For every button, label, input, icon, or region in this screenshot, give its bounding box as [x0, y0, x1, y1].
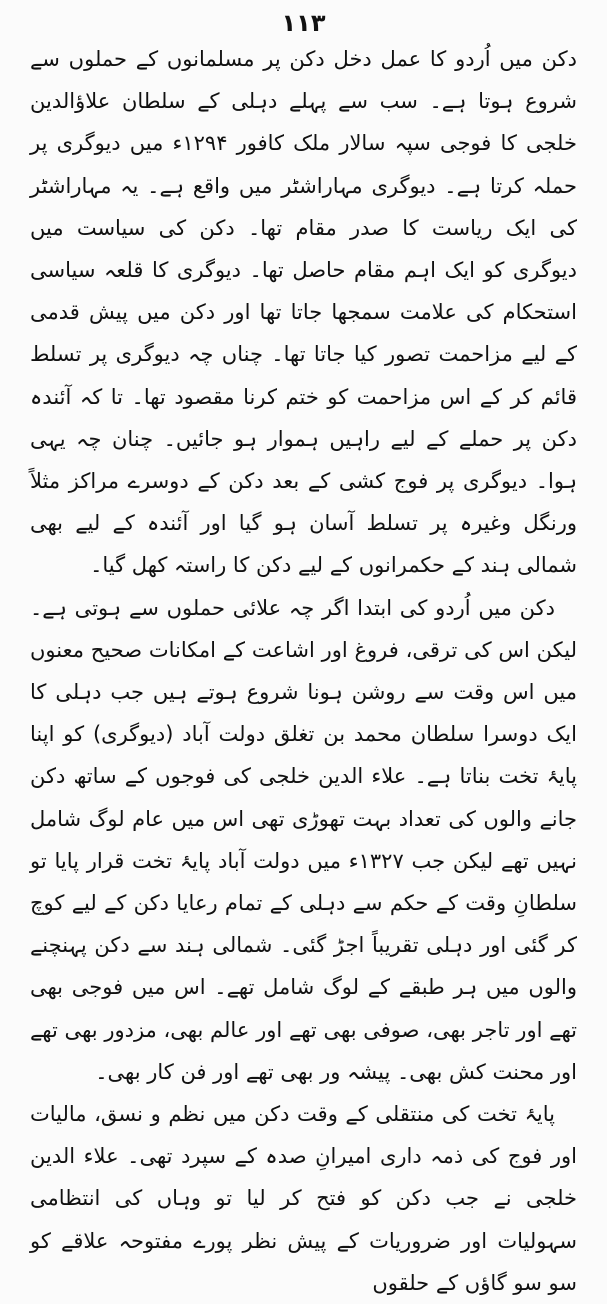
paragraph-3: پایۂ تخت کی منتقلی کے وقت دکن میں نظم و نسق، مالیات اور فوج کی ذمہ داری امیرانِ صدہ کے سپرد تھی۔ علاء الدین خلجی نے جب دکن کو فتح کر لیا تو وہاں کی انتظامی سہولیات اور ضروریات کے پیش نظر پورے مفتوحہ علاقے کو سو سو گاؤں کے حلقوں	[30, 1102, 577, 1295]
page-number: ۱۱۳	[281, 9, 326, 37]
paragraph-1: دکن میں اُردو کا عمل دخل دکن پر مسلمانوں کے حملوں سے شروع ہوتا ہے۔ سب سے پہلے دہلی کے سلطان علاؤالدین خلجی کا فوجی سپہ سالار ملک کافور ۱۲۹۴ء میں دیوگری پر حملہ کرتا ہے۔ دیوگری مہاراشٹر میں واقع ہے۔ یہ مہاراشٹر کی ایک ریاست کا صدر مقام تھا۔ دکن کی سیاست میں دیوگری کو ایک اہم مقام حاصل تھا۔ دیوگری کا قلعہ سیاسی استحکام کی علامت سمجھا جاتا تھا اور دکن میں پیش قدمی کے لیے مزاحمت تصور کیا جاتا تھا۔ چناں چہ دیوگری پر تسلط قائم کر کے اس مزاحمت کو ختم کرنا مقصود تھا۔ تا کہ آئندہ دکن پر حملے کے لیے راہیں ہموار ہو جائیں۔ چنان چہ یہی ہوا۔ دیوگری پر فوج کشی کے بعد دکن کے دوسرے مراکز مثلاً ورنگل وغیرہ پر تسلط آسان ہو گیا اور آئندہ کے لیے بھی شمالی ہند کے حکمرانوں کے لیے دکن کا راستہ کھل گیا۔	[30, 47, 577, 578]
paragraph-2: دکن میں اُردو کی ابتدا اگر چہ علائی حملوں سے ہوتی ہے۔ لیکن اس کی ترقی، فروغ اور اشاعت کے امکانات صحیح معنوں میں اس وقت سے روشن ہونا شروع ہوتے ہیں جب دہلی کا ایک دوسرا سلطان محمد بن تغلق دولت آباد (دیوگری) کو اپنا پایۂ تخت بناتا ہے۔ علاء الدین خلجی کی فوجوں کے ساتھ دکن جانے والوں کی تعداد بہت تھوڑی تھی اس میں عام لوگ شامل نہیں تھے لیکن جب ۱۳۲۷ء میں دولت آباد پایۂ تخت قرار پایا تو سلطانِ وقت کے حکم سے دہلی کے تمام رعایا دکن کے لیے کوچ کر گئی اور دہلی تقریباً اجڑ گئی۔ شمالی ہند سے دکن پہنچنے والوں میں ہر طبقے کے لوگ شامل تھے۔ اس میں فوجی بھی تھے اور تاجر بھی، صوفی بھی تھے اور عالم بھی، مزدور بھی تھے اور محنت کش بھی۔ پیشہ ور بھی تھے اور فن کار بھی۔	[30, 595, 577, 1084]
